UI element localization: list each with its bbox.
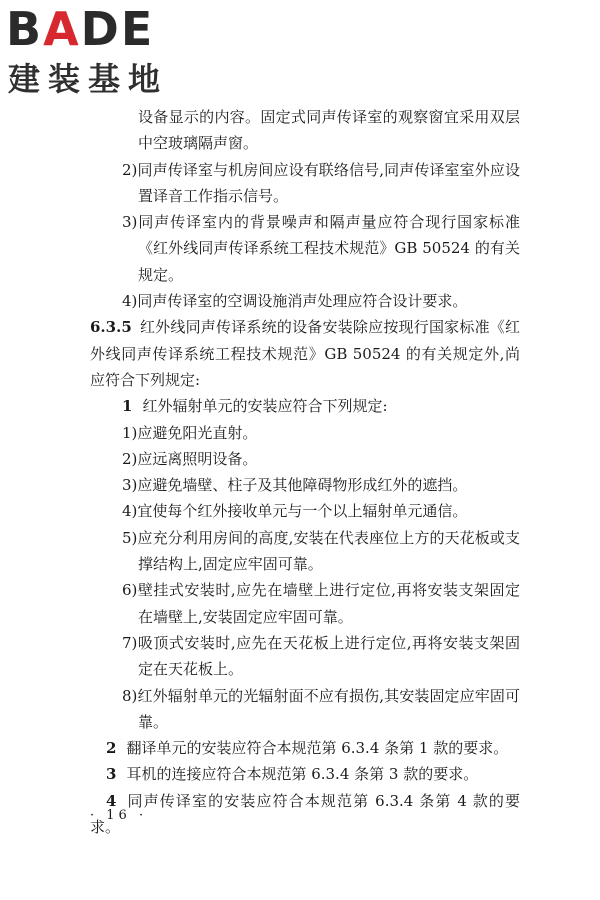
subclause-text: 翻译单元的安装应符合本规范第 6.3.4 条第 1 款的要求。 [126,739,509,758]
subclause-number: 3 [106,765,117,784]
list-item: 4)同声传译室的空调设施消声处理应符合设计要求。 [122,292,468,311]
subclause-number: 1 [122,397,133,416]
list-item: 8)红外辐射单元的光辐射面不应有损伤,其安装固定应牢固可靠。 [122,686,520,731]
subclause-text: 耳机的连接应符合本规范第 6.3.4 条第 3 款的要求。 [126,765,479,784]
subclause-text: 同声传译室的安装应符合本规范第 6.3.4 条第 4 款的要求。 [90,791,520,837]
logo-subtitle: 建装基地 [8,60,169,98]
clause-text: 红外线同声传译系统的设备安装除应按现行国家标准《红外线同声传译系统工程技术规范》GB 50524 的有关规定外,尚应符合下列规定: [90,318,520,389]
brand-logo [6,2,182,102]
list-item: 1)应避免阳光直射。 [122,423,258,442]
subclause-4 [90,788,520,841]
clause-number: 6.3.5 [90,318,132,337]
clause-6-3-5 [90,314,520,393]
list-item: 4)宜使每个红外接收单元与一个以上辐射单元通信。 [122,502,468,521]
logo-wordmark: BADE [6,2,155,56]
subclause-text: 红外辐射单元的安装应符合下列规定: [142,397,388,416]
list-item: 3)应避免墙壁、柱子及其他障碍物形成红外的遮挡。 [122,476,468,495]
document-body [90,104,520,840]
list-item: 7)吸顶式安装时,应先在天花板上进行定位,再将安装支架固定在天花板上。 [122,633,520,679]
subclause-3 [90,761,520,787]
list-item: 6)壁挂式安装时,应先在墙壁上进行定位,再将安装支架固定在墙壁上,安装固定应牢固可靠。 [122,581,520,626]
paragraph-continued: 设备显示的内容。固定式同声传译室的观察窗宜采用双层中空玻璃隔声窗。 [138,108,520,153]
list-item: 2)同声传译室与机房间应设有联络信号,同声传译室室外应设置译音工作指示信号。 [122,160,520,205]
list-item: 5)应充分利用房间的高度,安装在代表座位上方的天花板或支撑结构上,固定应牢固可靠。 [122,528,520,574]
subclause-number: 2 [106,739,117,758]
list-item: 3)同声传译室内的背景噪声和隔声量应符合现行国家标准《红外线同声传译系统工程技术规范》GB 50524 的有关规定。 [122,213,520,284]
page-number: · 16 · [90,808,148,823]
subclause-number: 4 [106,791,117,810]
subclause-2 [90,735,520,761]
subclause-1 [90,393,520,419]
list-item: 2)应远离照明设备。 [122,449,258,468]
